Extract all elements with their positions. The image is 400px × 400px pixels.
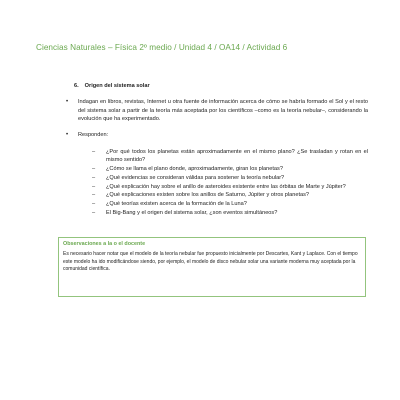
bullet-item [66,131,368,140]
bullet-icon: • [66,132,69,138]
breadcrumb: Ciencias Naturales – Física 2º medio / Unidad 4 / OA14 / Actividad 6 [36,43,288,52]
dash-icon: – [92,149,96,155]
dash-icon: – [92,192,96,199]
teacher-notes-title: Observaciones a la o el docente [63,241,146,247]
dash-icon: – [92,183,96,190]
question-text: ¿Qué explicaciones existen sobre los anillos de Saturno, Júpiter y otros planetas? [106,192,310,199]
question-list [92,148,368,218]
question-item [92,148,368,164]
dash-icon: – [92,201,96,208]
question-item [92,165,368,173]
question-item [92,174,368,182]
bullet-text: Indagan en libros, revistas, Internet u otra fuente de información acerca de cómo se habría formado el Sol y el resto del sistema solar a partir de la teoría más aceptada por los científicos –como es la teoría nebular–, considerando la evolución que ha experimentado. [78,99,368,123]
section-heading [74,83,150,89]
question-text: El Big-Bang y el origen del sistema solar, ¿son eventos simultáneos? [106,209,278,216]
question-item [92,183,368,191]
teacher-notes-text: Es necesario hacer notar que el modelo de la teoría nebular fue propuesto inicialmente por Descartes, Kant y Laplace. Con el tiempo este modelo ha ido modificándose siendo, por ejemplo, el modelo de disco nebular solar una variante moderna muy aceptada por la comunidad científica. [63,251,358,273]
question-item [92,191,368,199]
section-title: Origen del sistema solar [84,83,150,89]
dash-icon: – [92,174,96,181]
question-text: ¿Qué teorías existen acerca de la formación de la Luna? [106,201,247,208]
question-text: ¿Qué explicación hay sobre el anillo de asteroides existente entre las órbitas de Marte y Júpiter? [106,183,346,190]
dash-icon: – [92,209,96,216]
section-number: 6. [74,83,79,89]
bullet-icon: • [66,99,69,105]
question-text: ¿Qué evidencias se consideran válidas para sostener la teoría nebular? [106,174,285,181]
question-text: ¿Cómo se llama el plano donde, aproximadamente, giran los planetas? [106,166,283,172]
bullet-item [66,98,368,124]
bullet-text: Responden: [78,132,109,138]
question-text: ¿Por qué todos los planetas están aproximadamente en el mismo plano? ¿Se trasladan y rotan en el mismo sentido? [106,149,368,164]
dash-icon: – [92,166,96,172]
question-item [92,209,368,217]
question-item [92,200,368,208]
teacher-notes-box [58,237,366,297]
